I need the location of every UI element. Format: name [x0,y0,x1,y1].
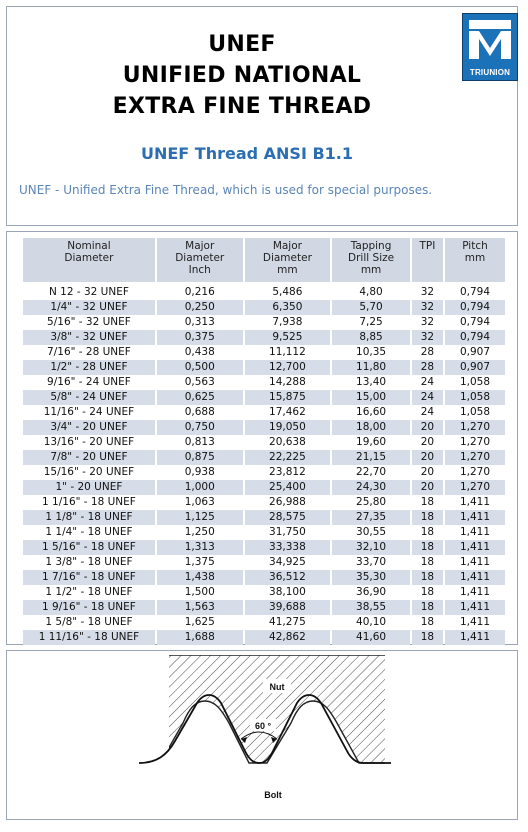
table-cell: 18,00 [332,420,410,435]
table-cell: 33,70 [356,556,387,568]
table-cell: 26,988 [269,496,306,508]
column-header-line: TPI [419,240,436,252]
column-header-2 [245,238,331,282]
table-cell: 1" - 20 UNEF [23,480,155,495]
table-cell: 18 [412,570,443,585]
table-row [23,540,505,555]
table-cell: 20 [412,450,443,465]
table-row [23,345,505,360]
nut-region [167,655,387,763]
column-header-line: mm [277,264,298,276]
table-cell: 20 [412,420,443,435]
unef-thread-table [21,238,507,645]
table-cell: 15,00 [332,390,410,405]
table-cell: 1 1/16" - 18 UNEF [42,496,136,508]
table-cell: 0,750 [157,420,243,435]
table-cell: 10,35 [356,346,387,358]
table-cell: 1,270 [445,480,505,495]
table-cell: 1 3/8" - 18 UNEF [45,556,133,568]
table-cell: 1/2" - 28 UNEF [23,360,155,375]
table-cell: 36,90 [356,586,387,598]
table-row [23,555,505,570]
table-row [23,615,505,630]
table-cell: 7/8" - 20 UNEF [23,450,155,465]
column-header-5 [445,238,505,282]
table-cell: 11/16" - 24 UNEF [43,406,135,418]
column-header-line: Major [272,240,302,252]
table-cell: 0,563 [184,376,215,388]
table-cell: 1,411 [459,616,491,628]
table-cell: 9,525 [245,330,331,345]
column-header-line: Diameter [64,252,114,264]
table-cell: 11,80 [332,360,410,375]
table-row [23,465,505,480]
table-cell: 34,925 [269,556,306,568]
table-cell: 20 [412,480,443,495]
table-cell: 28,575 [245,510,331,525]
table-cell: 0,500 [157,360,243,375]
table-cell: 0,375 [157,330,243,345]
table-cell: 17,462 [269,406,306,418]
table-cell: 36,512 [245,570,331,585]
table-row [23,360,505,375]
table-cell: 18 [412,600,443,615]
table-cell: 6,350 [245,300,331,315]
table-cell: 0,794 [459,286,491,298]
table-cell: 1,375 [184,556,215,568]
table-cell: 25,80 [356,496,387,508]
table-cell: 12,700 [245,360,331,375]
table-cell: 1,270 [459,436,491,448]
column-header-line: Inch [188,264,211,276]
table-row [23,300,505,315]
table-cell: 13,40 [356,376,387,388]
table-cell: 0,813 [184,436,215,448]
table-cell: 1 7/16" - 18 UNEF [23,570,155,585]
table-cell: 18 [412,510,443,525]
table-cell: 0,938 [184,466,215,478]
table-cell: 18 [420,616,435,628]
table-cell: 0,688 [184,406,215,418]
column-header-line: Diameter [262,252,312,264]
column-header-1 [157,238,243,282]
description-text: UNEF - Unified Extra Fine Thread, which is used for special purposes. [19,183,433,197]
table-cell: 31,750 [269,526,306,538]
table-row [23,630,505,645]
table-cell: 38,100 [269,586,306,598]
table-cell: 18 [412,630,443,645]
table-cell: 3/8" - 32 UNEF [23,330,155,345]
table-cell: 1/4" - 32 UNEF [23,300,155,315]
table-row [23,480,505,495]
header-panel [6,6,518,226]
logo-mark-icon [463,14,517,68]
table-cell: 11,112 [269,346,306,358]
table-cell: 7,938 [272,316,303,328]
table-cell: 41,60 [332,630,410,645]
table-cell: 1,125 [157,510,243,525]
table-cell: 38,55 [332,600,410,615]
table-cell: 13/16" - 20 UNEF [43,436,135,448]
table-header-row [23,238,505,282]
table-cell: 30,55 [356,526,387,538]
table-cell: 22,70 [356,466,387,478]
table-row [23,420,505,435]
table-cell: 1 9/16" - 18 UNEF [23,600,155,615]
column-header-line: mm [360,264,382,276]
table-cell: 8,85 [332,330,410,345]
table-cell: 1,058 [459,376,491,388]
table-cell: 24 [420,406,435,418]
table-cell: 1,625 [184,616,215,628]
table-cell: 22,225 [245,450,331,465]
table-cell: 5,486 [272,286,303,298]
column-header-line: mm [464,252,486,264]
table-cell: 5/16" - 32 UNEF [47,316,131,328]
table-cell: 5,70 [332,300,410,315]
subtitle: UNEF Thread ANSI B1.1 [140,144,354,163]
column-header-line: Tapping [350,240,392,252]
triunion-logo [462,13,518,81]
table-cell: 41,275 [269,616,306,628]
table-cell: 1,270 [445,420,505,435]
table-cell: 0,313 [184,316,215,328]
table-cell: 32 [412,330,443,345]
table-cell: 1,411 [445,630,505,645]
table-cell: 32 [420,286,435,298]
table-cell: 0,794 [459,316,491,328]
table-cell: 1,270 [459,466,491,478]
table-cell: 21,15 [332,450,410,465]
title-line-1: UNEF [208,32,276,57]
table-cell: 1 1/4" - 18 UNEF [45,526,133,538]
table-cell: 32 [420,316,435,328]
thread-profile-diagram [7,651,517,819]
table-cell: 3/4" - 20 UNEF [23,420,155,435]
table-cell: 1,411 [459,556,491,568]
table-cell: 1,438 [157,570,243,585]
table-cell: 1 1/2" - 18 UNEF [45,586,133,598]
table-cell: 15/16" - 20 UNEF [43,466,135,478]
column-header-line: Pitch [462,240,488,252]
diagram-panel [6,650,518,820]
column-header-4 [412,238,443,282]
table-cell: 42,862 [245,630,331,645]
table-cell: 9/16" - 24 UNEF [47,376,131,388]
angle-label: 60 ° [254,721,272,731]
table-cell: 0,216 [184,286,215,298]
table-cell: 1,411 [445,540,505,555]
table-cell: 1,411 [445,570,505,585]
table-cell: 33,338 [245,540,331,555]
table-row [23,390,505,405]
table-cell: 18 [412,540,443,555]
table-row [23,600,505,615]
table-cell: 32,10 [332,540,410,555]
table-row [23,525,505,540]
table-cell: 1,058 [459,406,491,418]
table-cell: 1,000 [157,480,243,495]
table-row [23,450,505,465]
title-line-3: EXTRA FINE THREAD [112,94,372,119]
column-header-3 [332,238,410,282]
table-cell: 1,563 [157,600,243,615]
table-cell: 19,60 [356,436,387,448]
table-cell: 1,411 [459,526,491,538]
table-cell: 1,250 [184,526,215,538]
table-cell: 24 [412,390,443,405]
table-cell: 39,688 [245,600,331,615]
nut-label: Nut [269,682,285,692]
logo-text: TRIUNION [469,68,511,77]
table-cell: 1,063 [184,496,215,508]
table-cell: 1,411 [445,510,505,525]
table-cell: 1,411 [459,496,491,508]
table-cell: 1,411 [459,586,491,598]
table-cell: 20 [420,466,435,478]
table-cell: 1,411 [445,600,505,615]
table-row [23,375,505,390]
table-panel [6,231,518,645]
table-row [23,315,505,330]
column-header-line: Major [185,240,215,252]
table-row [23,585,505,600]
table-cell: 14,288 [269,376,306,388]
table-cell: 1 5/8" - 18 UNEF [45,616,133,628]
table-row [23,495,505,510]
table-cell: 4,80 [359,286,383,298]
table-cell: 1 11/16" - 18 UNEF [23,630,155,645]
table-cell: 35,30 [332,570,410,585]
table-cell: 20 [420,436,435,448]
table-cell: 15,875 [245,390,331,405]
table-cell: 23,812 [269,466,306,478]
table-cell: 5/8" - 24 UNEF [23,390,155,405]
table-row [23,285,505,300]
table-cell: N 12 - 32 UNEF [48,286,129,298]
table-cell: 1,270 [445,450,505,465]
table-cell: 40,10 [356,616,387,628]
page-title [7,29,477,122]
table-cell: 28 [420,346,435,358]
table-cell: 24,30 [332,480,410,495]
table-cell: 1 5/16" - 18 UNEF [23,540,155,555]
column-header-0 [23,238,155,282]
table-cell: 0,907 [459,346,491,358]
table-cell: 0,250 [157,300,243,315]
table-cell: 0,438 [184,346,215,358]
column-header-line: Diameter [175,252,225,264]
table-cell: 28 [412,360,443,375]
column-header-line: Drill Size [348,252,395,264]
table-row [23,435,505,450]
table-cell: 1 1/8" - 18 UNEF [23,510,155,525]
table-cell: 18 [420,496,435,508]
table-cell: 18 [420,526,435,538]
table-cell: 0,794 [445,330,505,345]
table-cell: 1,500 [184,586,215,598]
title-line-2: UNIFIED NATIONAL [122,63,362,88]
table-cell: 24 [420,376,435,388]
table-cell: 0,794 [445,300,505,315]
table-cell: 0,625 [157,390,243,405]
table-cell: 0,875 [157,450,243,465]
table-cell: 18 [420,556,435,568]
table-cell: 1,313 [157,540,243,555]
table-row [23,570,505,585]
table-cell: 7/16" - 28 UNEF [47,346,131,358]
table-row [23,330,505,345]
table-cell: 0,907 [445,360,505,375]
column-header-line: Nominal [67,240,111,252]
table-cell: 19,050 [245,420,331,435]
bolt-label: Bolt [264,790,282,800]
table-row [23,405,505,420]
table-cell: 20,638 [269,436,306,448]
table-cell: 18 [420,586,435,598]
table-cell: 7,25 [359,316,383,328]
table-cell: 27,35 [332,510,410,525]
table-cell: 1,688 [157,630,243,645]
table-cell: 32 [412,300,443,315]
table-cell: 1,058 [445,390,505,405]
table-cell: 16,60 [356,406,387,418]
table-row [23,510,505,525]
table-cell: 25,400 [245,480,331,495]
